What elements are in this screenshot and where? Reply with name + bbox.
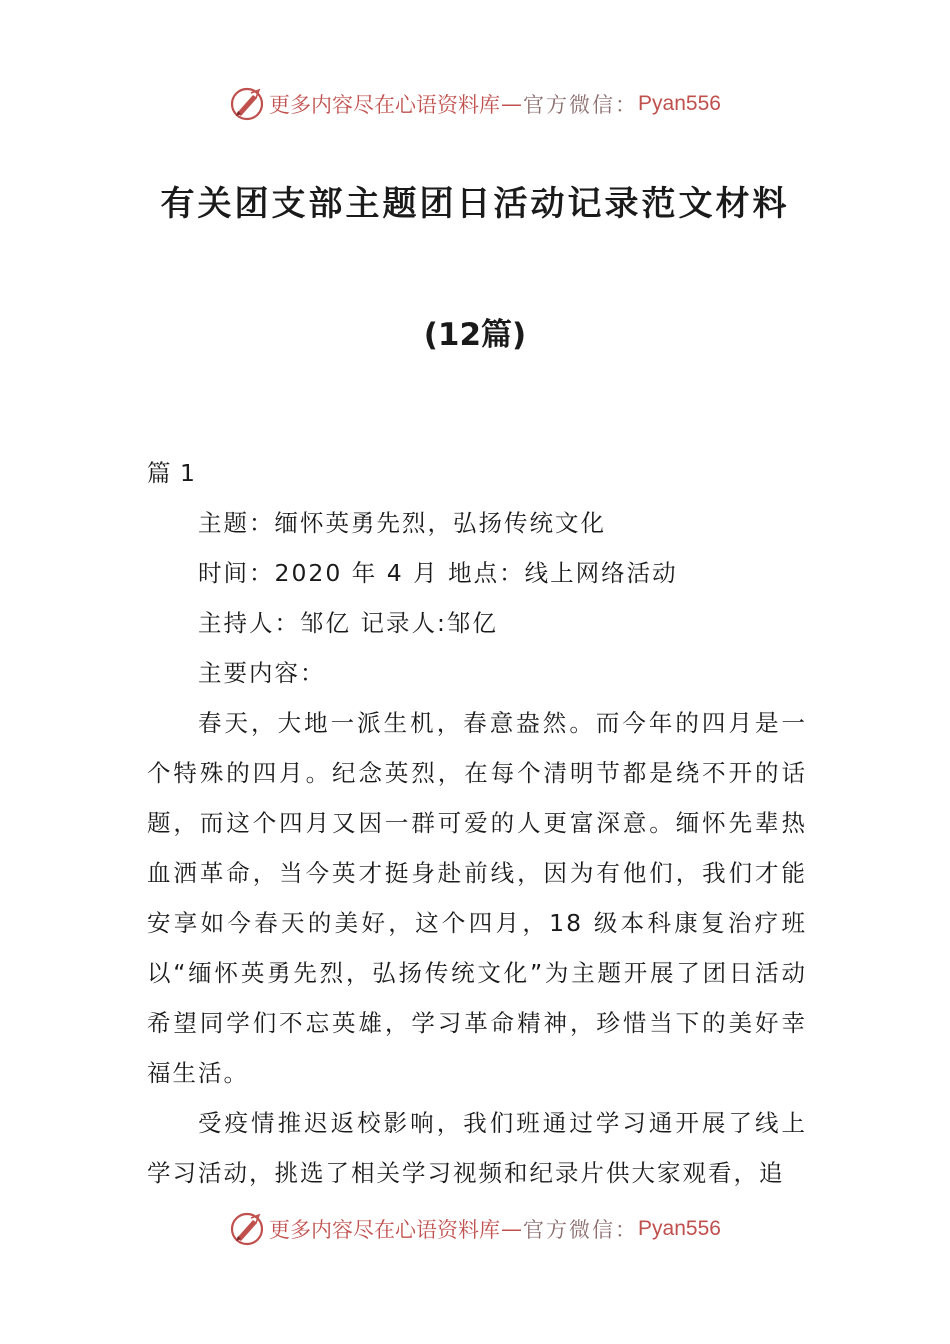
host-recorder-line: 主持人：邹亿 记录人:邹亿 — [198, 609, 498, 637]
paragraph-2: 受疫情推迟返校影响，我们班通过学习通开展了线上学习活动，挑选了相关学习视频和纪录片供大家观看，追 — [147, 1109, 807, 1187]
watermark-wechat-id: Pyan556 — [638, 92, 721, 115]
section-label: 篇 1 — [147, 459, 196, 487]
document-subtitle: (12篇) — [423, 317, 527, 353]
watermark-dash: — — [501, 92, 523, 116]
document-title: 有关团支部主题团日活动记录范文材料 — [160, 184, 790, 224]
article-body — [147, 448, 807, 1198]
theme-line: 主题：缅怀英勇先烈，弘扬传统文化 — [198, 509, 606, 537]
watermark-wechat-label: 官方微信： — [523, 1218, 639, 1242]
pen-logo-icon — [229, 86, 265, 122]
watermark-site-text: 更多内容尽在心语资料库 — [269, 93, 501, 117]
watermark-wechat-id: Pyan556 — [638, 1217, 721, 1240]
pen-logo-icon — [229, 1211, 265, 1247]
paragraph-1: 春天，大地一派生机，春意盎然。而今年的四月是一个特殊的四月。纪念英烈，在每个清明节都是绕不开的话题，而这个四月又因一群可爱的人更富深意。缅怀先辈热血洒革命，当今英才挺身赴前线，因为有他们，我们才能安享如今春天的美好，这个四月，18 级本科康复治疗班以“缅怀英勇先烈，弘扬传统文化”为主题开展了团日活动希望同学们不忘英雄，学习革命精神，珍惜当下的美好幸福生活。 — [147, 709, 807, 1087]
watermark-site-text: 更多内容尽在心语资料库 — [269, 1218, 501, 1242]
watermark-dash: — — [501, 1217, 523, 1241]
watermark-banner-top — [0, 84, 950, 124]
content-label: 主要内容： — [198, 659, 326, 687]
watermark-wechat-label: 官方微信： — [523, 93, 639, 117]
watermark-banner-bottom — [0, 1209, 950, 1249]
time-place-line: 时间：2020 年 4 月 地点：线上网络活动 — [198, 559, 678, 587]
